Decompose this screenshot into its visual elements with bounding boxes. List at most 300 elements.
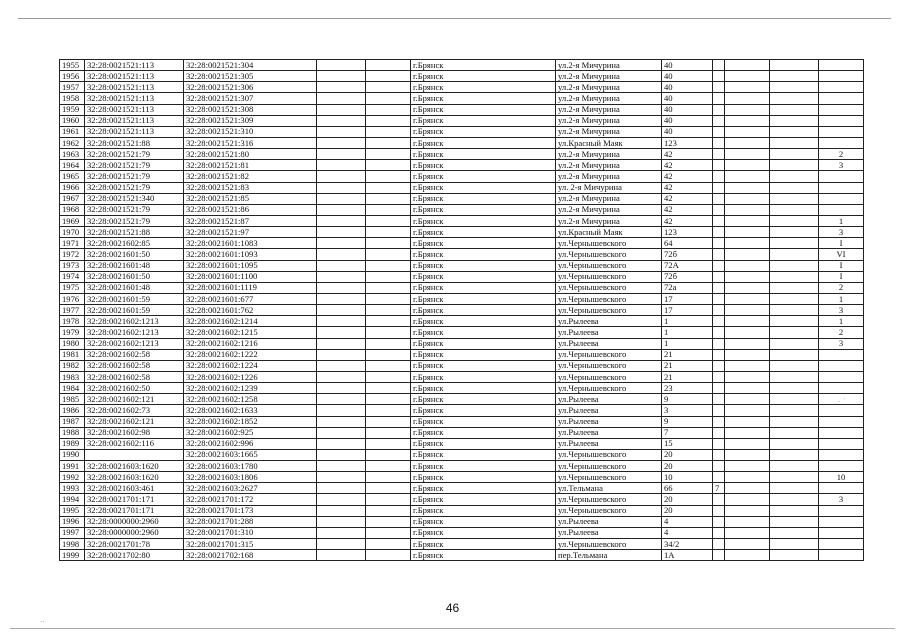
row-number-cell: 1987	[60, 416, 85, 427]
empty-cell	[317, 316, 366, 327]
building-cell	[713, 271, 725, 282]
house-number-cell: 42	[662, 171, 713, 182]
house-number-cell: 9	[662, 416, 713, 427]
city-cell: г.Брянск	[411, 494, 556, 505]
empty-cell	[366, 204, 411, 215]
object-cadastral-number-cell: 32:28:0021521:310	[184, 126, 317, 137]
street-cell: ул.Рылеева	[556, 438, 662, 449]
building-cell	[713, 126, 725, 137]
street-cell: ул.2-я Мичурина	[556, 104, 662, 115]
table-row	[60, 338, 864, 349]
empty-cell	[770, 383, 819, 394]
object-cadastral-number-cell: 32:28:0021702:168	[184, 550, 317, 561]
city-cell: г.Брянск	[411, 115, 556, 126]
land-cadastral-number-cell: 32:28:0021602:1213	[85, 338, 184, 349]
apartment-cell	[819, 550, 864, 561]
land-cadastral-number-cell: 32:28:0021521:113	[85, 60, 184, 71]
empty-cell	[366, 149, 411, 160]
apartment-cell: 2	[819, 282, 864, 293]
empty-cell	[317, 82, 366, 93]
table-row	[60, 93, 864, 104]
empty-cell	[317, 416, 366, 427]
registry-table	[59, 59, 864, 561]
house-number-cell: 20	[662, 461, 713, 472]
empty-cell	[725, 416, 770, 427]
empty-cell	[770, 371, 819, 382]
city-cell: г.Брянск	[411, 215, 556, 226]
row-number-cell: 1963	[60, 149, 85, 160]
row-number-cell: 1959	[60, 104, 85, 115]
empty-cell	[366, 405, 411, 416]
house-number-cell: 40	[662, 60, 713, 71]
apartment-cell	[819, 104, 864, 115]
empty-cell	[770, 427, 819, 438]
street-cell: ул.Чернышевского	[556, 305, 662, 316]
object-cadastral-number-cell: 32:28:0021521:309	[184, 115, 317, 126]
empty-cell	[725, 305, 770, 316]
apartment-cell	[819, 171, 864, 182]
empty-cell	[366, 438, 411, 449]
table-row	[60, 316, 864, 327]
apartment-cell	[819, 93, 864, 104]
table-row	[60, 260, 864, 271]
empty-cell	[770, 193, 819, 204]
city-cell: г.Брянск	[411, 227, 556, 238]
apartment-cell	[819, 115, 864, 126]
row-number-cell: 1999	[60, 550, 85, 561]
table-row	[60, 171, 864, 182]
empty-cell	[317, 427, 366, 438]
empty-cell	[317, 338, 366, 349]
land-cadastral-number-cell: 32:28:0021602:58	[85, 349, 184, 360]
city-cell: г.Брянск	[411, 349, 556, 360]
empty-cell	[317, 394, 366, 405]
empty-cell	[366, 193, 411, 204]
house-number-cell: 123	[662, 227, 713, 238]
land-cadastral-number-cell: 32:28:0021602:58	[85, 371, 184, 382]
land-cadastral-number-cell: 32:28:0021602:98	[85, 427, 184, 438]
table-row	[60, 360, 864, 371]
street-cell: ул.2-я Мичурина	[556, 215, 662, 226]
row-number-cell: 1976	[60, 293, 85, 304]
house-number-cell: 20	[662, 449, 713, 460]
empty-cell	[317, 171, 366, 182]
row-number-cell: 1984	[60, 383, 85, 394]
land-cadastral-number-cell: 32:28:0021701:171	[85, 494, 184, 505]
apartment-cell	[819, 71, 864, 82]
row-number-cell: 1956	[60, 71, 85, 82]
empty-cell	[770, 338, 819, 349]
street-cell: ул.Чернышевского	[556, 383, 662, 394]
building-cell	[713, 516, 725, 527]
empty-cell	[770, 126, 819, 137]
land-cadastral-number-cell: 32:28:0021701:171	[85, 505, 184, 516]
row-number-cell: 1980	[60, 338, 85, 349]
house-number-cell: 1	[662, 327, 713, 338]
empty-cell	[770, 550, 819, 561]
empty-cell	[725, 149, 770, 160]
empty-cell	[366, 260, 411, 271]
house-number-cell: 21	[662, 349, 713, 360]
street-cell: ул.Чернышевского	[556, 249, 662, 260]
row-number-cell: 1981	[60, 349, 85, 360]
city-cell: г.Брянск	[411, 472, 556, 483]
empty-cell	[725, 71, 770, 82]
object-cadastral-number-cell: 32:28:0021521:308	[184, 104, 317, 115]
house-number-cell: 17	[662, 305, 713, 316]
empty-cell	[317, 438, 366, 449]
empty-cell	[366, 182, 411, 193]
apartment-cell: 1	[819, 215, 864, 226]
street-cell: ул.Чернышевского	[556, 282, 662, 293]
empty-cell	[725, 115, 770, 126]
land-cadastral-number-cell: 32:28:0021701:78	[85, 539, 184, 550]
street-cell: ул.2-я Мичурина	[556, 149, 662, 160]
apartment-cell	[819, 438, 864, 449]
street-cell: ул.2-я Мичурина	[556, 126, 662, 137]
street-cell: ул.2-я Мичурина	[556, 82, 662, 93]
empty-cell	[725, 227, 770, 238]
street-cell: ул.2-я Мичурина	[556, 93, 662, 104]
apartment-cell: 10	[819, 472, 864, 483]
building-cell	[713, 182, 725, 193]
empty-cell	[725, 327, 770, 338]
empty-cell	[770, 71, 819, 82]
street-cell: пер.Тельмана	[556, 550, 662, 561]
empty-cell	[770, 204, 819, 215]
empty-cell	[317, 327, 366, 338]
empty-cell	[725, 427, 770, 438]
city-cell: г.Брянск	[411, 539, 556, 550]
empty-cell	[770, 182, 819, 193]
row-number-cell: 1969	[60, 215, 85, 226]
empty-cell	[725, 171, 770, 182]
empty-cell	[725, 550, 770, 561]
table-row	[60, 349, 864, 360]
street-cell: ул.2-я Мичурина	[556, 171, 662, 182]
house-number-cell: 72а	[662, 282, 713, 293]
row-number-cell: 1957	[60, 82, 85, 93]
apartment-cell: 3	[819, 160, 864, 171]
apartment-cell: 3	[819, 338, 864, 349]
empty-cell	[366, 60, 411, 71]
table-row	[60, 204, 864, 215]
empty-cell	[366, 227, 411, 238]
land-cadastral-number-cell: 32:28:0021602:121	[85, 416, 184, 427]
street-cell: ул.Чернышевского	[556, 293, 662, 304]
house-number-cell: 20	[662, 494, 713, 505]
land-cadastral-number-cell: 32:28:0021521:79	[85, 204, 184, 215]
empty-cell	[317, 227, 366, 238]
house-number-cell: 7	[662, 427, 713, 438]
empty-cell	[317, 160, 366, 171]
table-row	[60, 160, 864, 171]
apartment-cell	[819, 449, 864, 460]
apartment-cell: 2	[819, 149, 864, 160]
row-number-cell: 1967	[60, 193, 85, 204]
empty-cell	[366, 282, 411, 293]
land-cadastral-number-cell: 32:28:0021602:50	[85, 383, 184, 394]
apartment-cell	[819, 416, 864, 427]
empty-cell	[317, 249, 366, 260]
apartment-cell	[819, 405, 864, 416]
empty-cell	[770, 93, 819, 104]
row-number-cell: 1986	[60, 405, 85, 416]
city-cell: г.Брянск	[411, 260, 556, 271]
house-number-cell: 42	[662, 182, 713, 193]
empty-cell	[317, 104, 366, 115]
row-number-cell: 1966	[60, 182, 85, 193]
empty-cell	[366, 550, 411, 561]
house-number-cell: 42	[662, 193, 713, 204]
empty-cell	[366, 338, 411, 349]
empty-cell	[366, 394, 411, 405]
city-cell: г.Брянск	[411, 160, 556, 171]
apartment-cell: 2	[819, 327, 864, 338]
city-cell: г.Брянск	[411, 316, 556, 327]
empty-cell	[725, 260, 770, 271]
empty-cell	[366, 249, 411, 260]
city-cell: г.Брянск	[411, 383, 556, 394]
empty-cell	[770, 316, 819, 327]
city-cell: г.Брянск	[411, 126, 556, 137]
object-cadastral-number-cell: 32:28:0021521:81	[184, 160, 317, 171]
land-cadastral-number-cell: 32:28:0021601:48	[85, 260, 184, 271]
building-cell	[713, 104, 725, 115]
land-cadastral-number-cell: 32:28:0000000:2960	[85, 516, 184, 527]
empty-cell	[770, 115, 819, 126]
empty-cell	[317, 126, 366, 137]
object-cadastral-number-cell: 32:28:0021701:288	[184, 516, 317, 527]
row-number-cell: 1995	[60, 505, 85, 516]
empty-cell	[770, 516, 819, 527]
row-number-cell: 1991	[60, 461, 85, 472]
empty-cell	[317, 305, 366, 316]
object-cadastral-number-cell: 32:28:0021521:304	[184, 60, 317, 71]
object-cadastral-number-cell: 32:28:0021521:87	[184, 215, 317, 226]
building-cell	[713, 160, 725, 171]
empty-cell	[725, 182, 770, 193]
empty-cell	[725, 449, 770, 460]
empty-cell	[725, 193, 770, 204]
empty-cell	[770, 394, 819, 405]
object-cadastral-number-cell: 32:28:0021602:925	[184, 427, 317, 438]
empty-cell	[317, 60, 366, 71]
house-number-cell: 23	[662, 383, 713, 394]
row-number-cell: 1977	[60, 305, 85, 316]
city-cell: г.Брянск	[411, 171, 556, 182]
street-cell: ул.Чернышевского	[556, 494, 662, 505]
empty-cell	[366, 427, 411, 438]
row-number-cell: 1970	[60, 227, 85, 238]
city-cell: г.Брянск	[411, 338, 556, 349]
top-rule	[18, 18, 891, 19]
table-row	[60, 71, 864, 82]
object-cadastral-number-cell: 32:28:0021602:1226	[184, 371, 317, 382]
empty-cell	[366, 171, 411, 182]
table-row	[60, 449, 864, 460]
street-cell: ул.Красный Маяк	[556, 137, 662, 148]
city-cell: г.Брянск	[411, 405, 556, 416]
house-number-cell: 66	[662, 483, 713, 494]
city-cell: г.Брянск	[411, 427, 556, 438]
empty-cell	[725, 204, 770, 215]
empty-cell	[770, 171, 819, 182]
land-cadastral-number-cell: 32:28:0021521:88	[85, 137, 184, 148]
object-cadastral-number-cell: 32:28:0021601:762	[184, 305, 317, 316]
empty-cell	[366, 360, 411, 371]
empty-cell	[317, 539, 366, 550]
land-cadastral-number-cell: 32:28:0021601:59	[85, 293, 184, 304]
land-cadastral-number-cell: 32:28:0021602:85	[85, 238, 184, 249]
empty-cell	[317, 182, 366, 193]
row-number-cell: 1955	[60, 60, 85, 71]
table-row	[60, 472, 864, 483]
land-cadastral-number-cell: 32:28:0021521:113	[85, 126, 184, 137]
apartment-cell	[819, 60, 864, 71]
page-number: 46	[445, 601, 460, 615]
table-row	[60, 60, 864, 71]
table-row	[60, 438, 864, 449]
empty-cell	[317, 137, 366, 148]
apartment-cell: 1	[819, 293, 864, 304]
empty-cell	[770, 461, 819, 472]
object-cadastral-number-cell: 32:28:0021603:1665	[184, 449, 317, 460]
row-number-cell: 1961	[60, 126, 85, 137]
land-cadastral-number-cell: 32:28:0021521:113	[85, 93, 184, 104]
empty-cell	[725, 371, 770, 382]
empty-cell	[317, 282, 366, 293]
empty-cell	[770, 149, 819, 160]
house-number-cell: 9	[662, 394, 713, 405]
empty-cell	[366, 126, 411, 137]
empty-cell	[317, 483, 366, 494]
empty-cell	[317, 472, 366, 483]
empty-cell	[725, 494, 770, 505]
empty-cell	[366, 115, 411, 126]
object-cadastral-number-cell: 32:28:0021521:83	[184, 182, 317, 193]
house-number-cell: 3	[662, 405, 713, 416]
empty-cell	[725, 293, 770, 304]
empty-cell	[317, 260, 366, 271]
empty-cell	[317, 516, 366, 527]
land-cadastral-number-cell: 32:28:0021602:58	[85, 360, 184, 371]
object-cadastral-number-cell: 32:28:0021521:85	[184, 193, 317, 204]
house-number-cell: 10	[662, 472, 713, 483]
row-number-cell: 1998	[60, 539, 85, 550]
registry-table-container	[59, 59, 864, 561]
apartment-cell	[819, 461, 864, 472]
city-cell: г.Брянск	[411, 360, 556, 371]
house-number-cell: 17	[662, 293, 713, 304]
empty-cell	[725, 349, 770, 360]
street-cell: ул.Рылеева	[556, 527, 662, 538]
bottom-rule	[10, 628, 895, 629]
building-cell	[713, 438, 725, 449]
apartment-cell: 3	[819, 494, 864, 505]
row-number-cell: 1994	[60, 494, 85, 505]
table-row	[60, 394, 864, 405]
apartment-cell	[819, 505, 864, 516]
street-cell: ул.Рылеева	[556, 316, 662, 327]
object-cadastral-number-cell: 32:28:0021602:1224	[184, 360, 317, 371]
empty-cell	[366, 316, 411, 327]
row-number-cell: 1964	[60, 160, 85, 171]
house-number-cell: 40	[662, 93, 713, 104]
building-cell	[713, 394, 725, 405]
object-cadastral-number-cell: 32:28:0021601:1119	[184, 282, 317, 293]
land-cadastral-number-cell: 32:28:0021521:79	[85, 215, 184, 226]
empty-cell	[366, 293, 411, 304]
table-row	[60, 405, 864, 416]
city-cell: г.Брянск	[411, 483, 556, 494]
table-row	[60, 305, 864, 316]
house-number-cell: 72б	[662, 249, 713, 260]
building-cell	[713, 193, 725, 204]
object-cadastral-number-cell: 32:28:0021601:1095	[184, 260, 317, 271]
apartment-cell: 3	[819, 305, 864, 316]
city-cell: г.Брянск	[411, 505, 556, 516]
row-number-cell: 1958	[60, 93, 85, 104]
table-row	[60, 494, 864, 505]
house-number-cell: 4	[662, 527, 713, 538]
empty-cell	[725, 405, 770, 416]
table-row	[60, 293, 864, 304]
object-cadastral-number-cell: 32:28:0021521:97	[184, 227, 317, 238]
city-cell: г.Брянск	[411, 282, 556, 293]
house-number-cell: 40	[662, 104, 713, 115]
city-cell: г.Брянск	[411, 449, 556, 460]
empty-cell	[725, 238, 770, 249]
building-cell	[713, 338, 725, 349]
row-number-cell: 1960	[60, 115, 85, 126]
empty-cell	[725, 527, 770, 538]
object-cadastral-number-cell: 32:28:0021701:173	[184, 505, 317, 516]
city-cell: г.Брянск	[411, 394, 556, 405]
table-row	[60, 271, 864, 282]
empty-cell	[770, 282, 819, 293]
empty-cell	[725, 282, 770, 293]
empty-cell	[770, 438, 819, 449]
land-cadastral-number-cell: 32:28:0021521:88	[85, 227, 184, 238]
table-row	[60, 137, 864, 148]
empty-cell	[770, 360, 819, 371]
object-cadastral-number-cell: 32:28:0021701:310	[184, 527, 317, 538]
table-row	[60, 550, 864, 561]
table-row	[60, 416, 864, 427]
building-cell	[713, 349, 725, 360]
row-number-cell: 1968	[60, 204, 85, 215]
land-cadastral-number-cell: 32:28:0021521:79	[85, 171, 184, 182]
city-cell: г.Брянск	[411, 550, 556, 561]
building-cell	[713, 93, 725, 104]
empty-cell	[317, 238, 366, 249]
row-number-cell: 1974	[60, 271, 85, 282]
city-cell: г.Брянск	[411, 327, 556, 338]
street-cell: ул.Чернышевского	[556, 271, 662, 282]
row-number-cell: 1990	[60, 449, 85, 460]
apartment-cell	[819, 483, 864, 494]
empty-cell	[770, 82, 819, 93]
apartment-cell: I	[819, 271, 864, 282]
house-number-cell: 123	[662, 137, 713, 148]
object-cadastral-number-cell: 32:28:0021601:677	[184, 293, 317, 304]
empty-cell	[366, 93, 411, 104]
row-number-cell: 1982	[60, 360, 85, 371]
object-cadastral-number-cell: 32:28:0021521:306	[184, 82, 317, 93]
building-cell	[713, 327, 725, 338]
building-cell	[713, 249, 725, 260]
